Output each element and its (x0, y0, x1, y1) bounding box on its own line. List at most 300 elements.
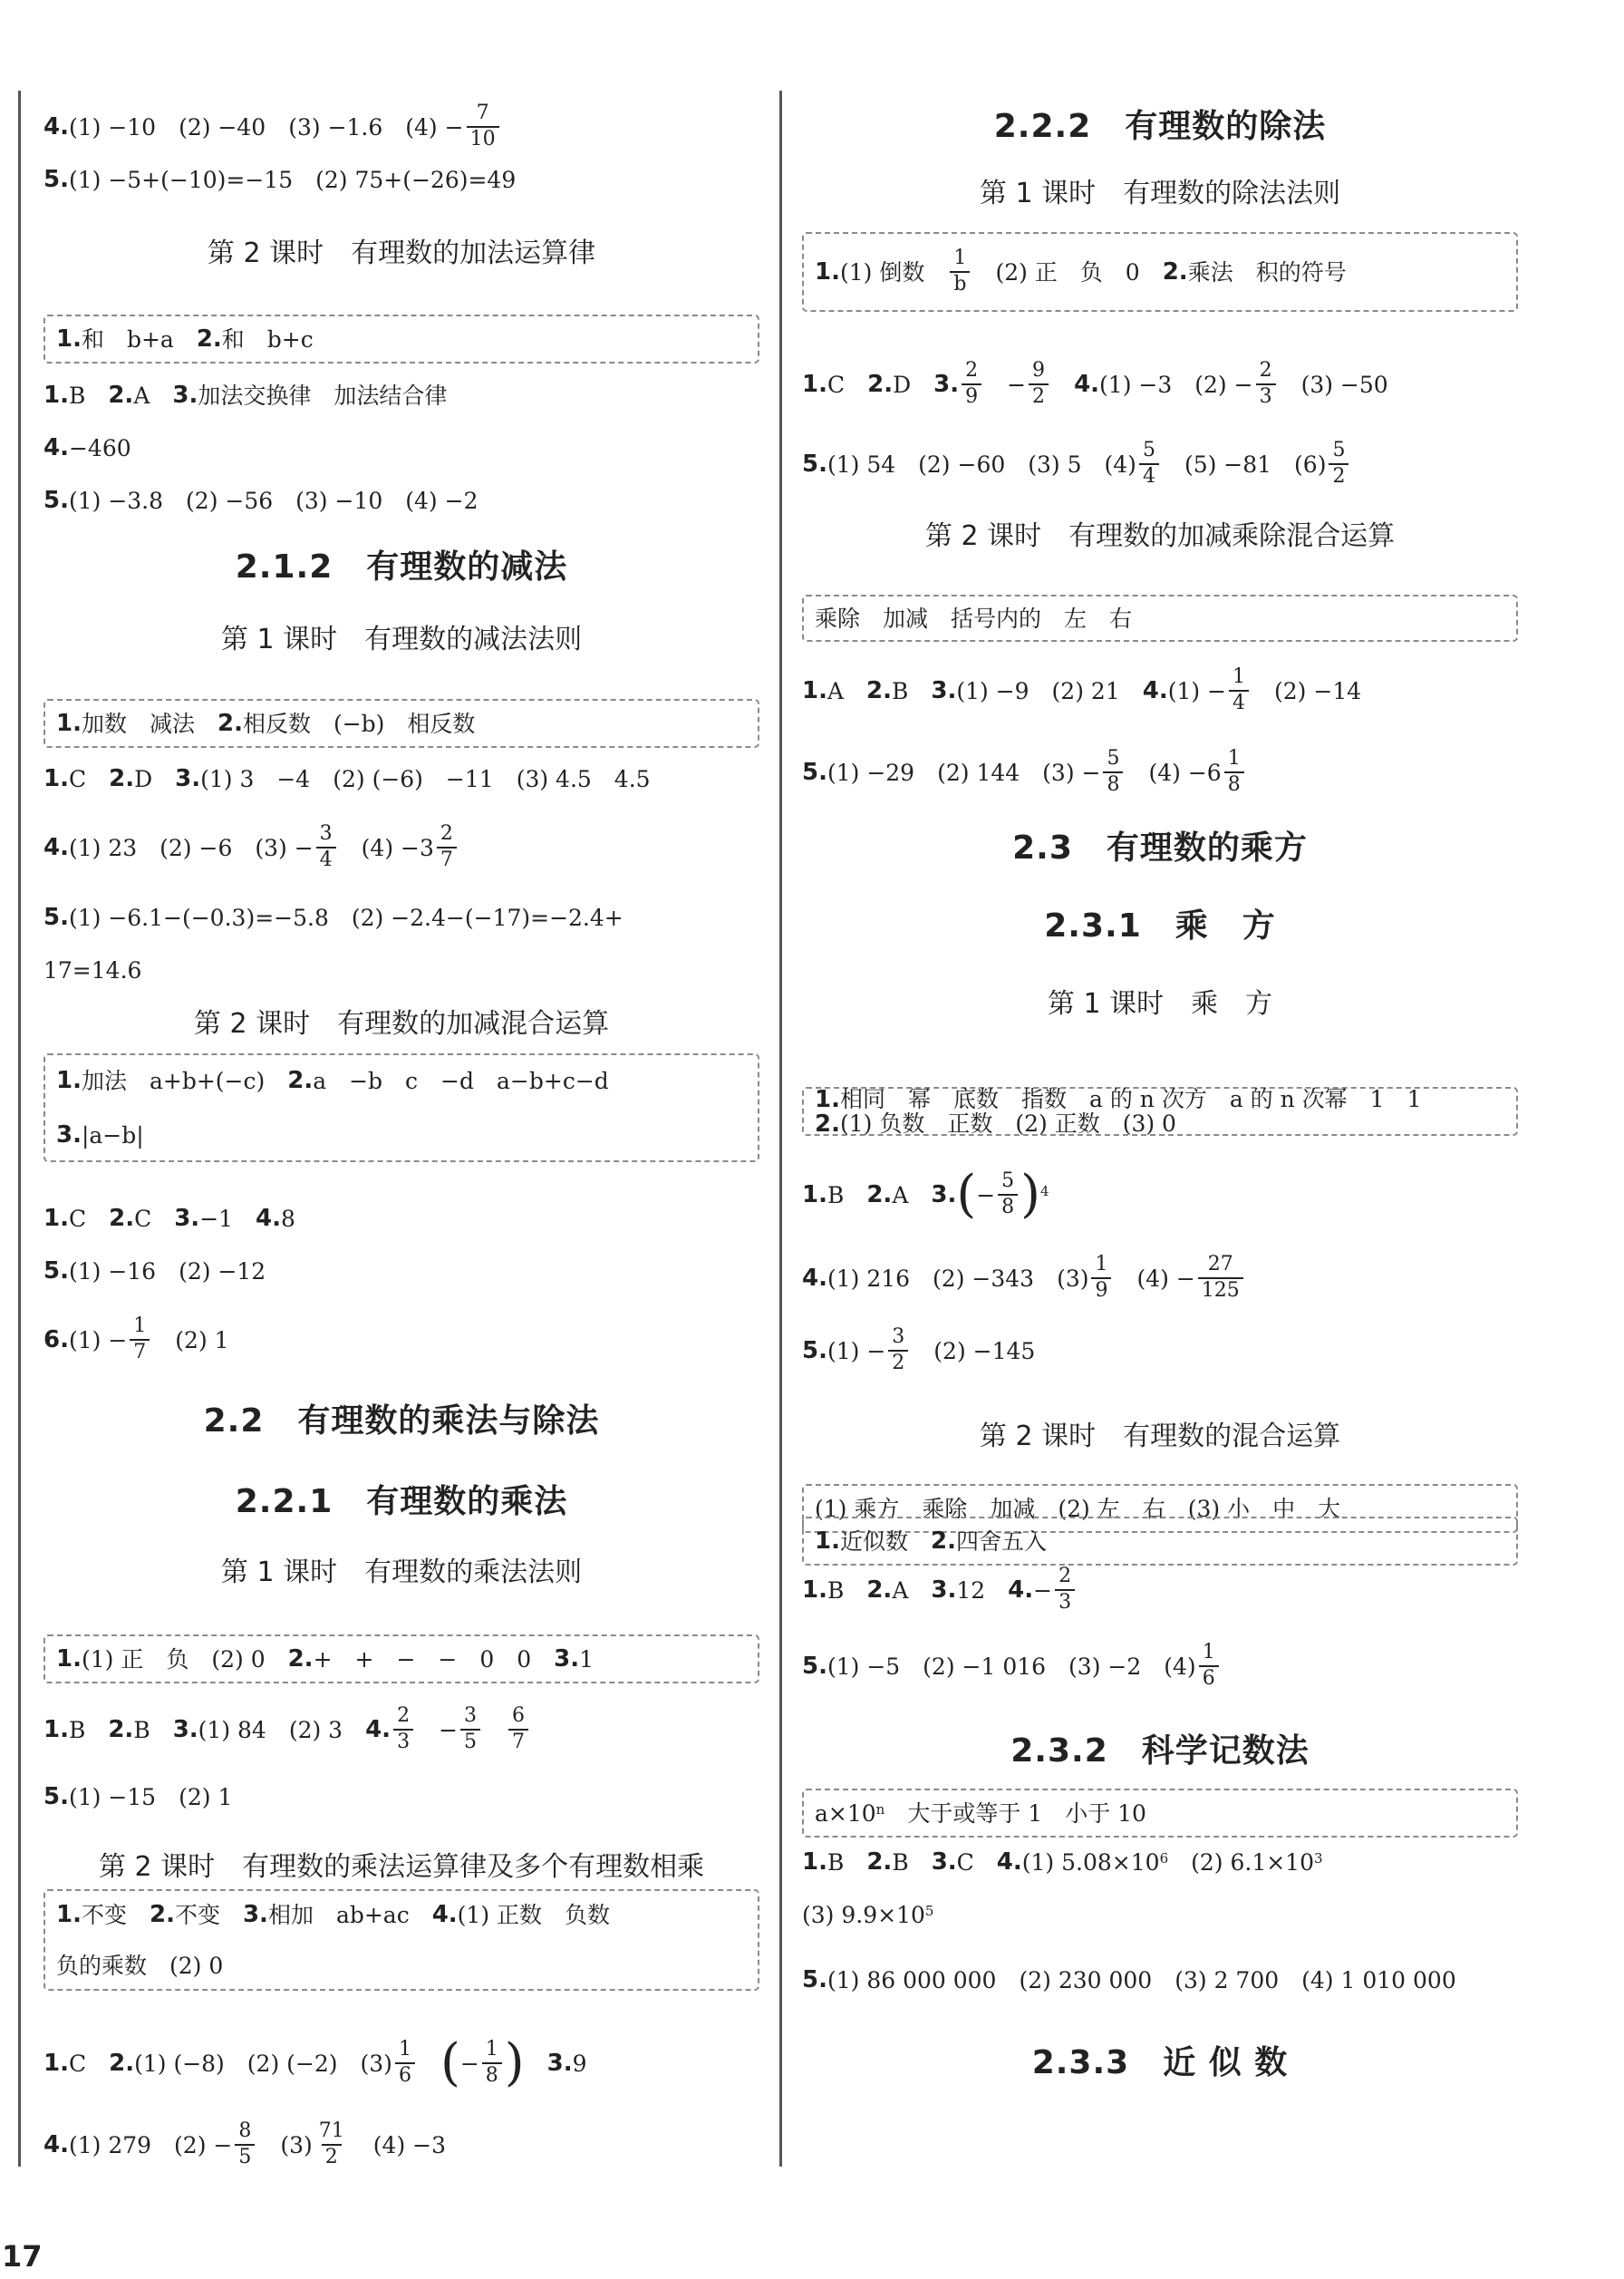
fraction-numerator: 1 (485, 2038, 498, 2061)
question-number: 2. (866, 1181, 893, 1208)
fraction (1256, 360, 1276, 408)
subheading-text: 第 1 课时 有理数的减法法则 (220, 624, 583, 655)
answer-text: (1) −5+(−10)=−15 (2) 75+(−26)=49 (68, 166, 517, 193)
answer-line (44, 742, 759, 815)
fraction-numerator: 8 (238, 2119, 252, 2143)
answer-line (802, 1630, 1518, 1702)
answer-text: 乘除 加减 括号内的 左 右 (815, 605, 1133, 632)
large-parenthesis: ( (440, 2033, 460, 2092)
question-number: 4. (431, 1901, 458, 1928)
question-number: 1. (802, 677, 827, 704)
fraction (437, 823, 457, 871)
fraction-denominator: 2 (1329, 463, 1348, 489)
heading-text: 2.2.2 有理数的除法 (993, 108, 1327, 145)
fraction-numerator: 5 (1001, 1169, 1015, 1193)
answer-text: − (976, 1181, 996, 1208)
answer-text: |a−b| (81, 1121, 144, 1149)
fraction (1091, 1254, 1111, 1302)
answer-text: − (984, 371, 1027, 398)
fraction-denominator: b (950, 271, 970, 296)
fraction-denominator: 3 (1055, 1589, 1075, 1615)
fraction (482, 2039, 502, 2087)
answer-text: 相反数 (−b) 相反数 (242, 710, 476, 737)
answer-text: (1) 乘方 乘除 加减 (2) 左 右 (3) 小 中 大 (815, 1495, 1341, 1522)
box-answer-line (56, 1623, 759, 1695)
answer-text: 和 b+c (221, 325, 314, 353)
section-heading (802, 91, 1518, 163)
answer-text: − (416, 1716, 459, 1743)
answer-text (418, 2052, 440, 2075)
question-number: 5. (802, 1653, 827, 1680)
fraction-numerator: 2 (1259, 359, 1272, 383)
question-number: 5. (802, 759, 827, 786)
answer-text: (1) 279 (2) − (68, 2131, 233, 2158)
question-number: 3. (931, 1576, 957, 1604)
question-number: 4. (1142, 677, 1168, 704)
section-heading (44, 1466, 759, 1538)
question-number: 5. (802, 1337, 827, 1364)
fraction-numerator: 1 (398, 2038, 411, 2061)
page-number: 17 (2, 2239, 43, 2274)
question-number: 3. (931, 1181, 957, 1208)
fraction (460, 1705, 480, 1753)
answer-text: 加数 减法 (81, 710, 218, 737)
fraction (998, 1170, 1018, 1218)
lesson-subheading (802, 1401, 1518, 1473)
fraction-denominator: 9 (1091, 1277, 1111, 1303)
answer-text: 乘法 积的符号 (1187, 258, 1347, 286)
question-number: 3. (546, 2050, 573, 2077)
answer-text: B (892, 1848, 932, 1876)
box-answer-line (815, 582, 1518, 655)
lesson-subheading (802, 500, 1518, 573)
answer-text: (2) −145 (911, 1337, 1036, 1364)
question-number: 1. (44, 765, 69, 792)
fraction-numerator: 1 (133, 1314, 147, 1338)
fraction-numerator: 2 (440, 822, 453, 846)
question-number: 2. (866, 1848, 893, 1876)
fraction-numerator: 1 (1202, 1641, 1215, 1664)
question-number: 3. (174, 1205, 200, 1232)
answer-text: (2) 正 负 0 (972, 258, 1163, 286)
fraction-numerator: 3 (464, 1704, 478, 1728)
heading-text: 2.3.3 近 似 数 (1031, 2044, 1289, 2081)
fraction-denominator: 6 (1199, 1665, 1219, 1691)
lesson-subheading (44, 604, 759, 676)
fraction-denominator: 7 (130, 1339, 150, 1364)
answer-text: (1) − (1167, 677, 1227, 704)
answer-text: (1) − (68, 1326, 128, 1353)
answer-line (802, 736, 1518, 809)
fraction (1229, 666, 1249, 714)
fraction-denominator: 2 (322, 2144, 342, 2169)
answer-text: (1) −6.1−(−0.3)=−5.8 (2) −2.4−(−17)=−2.4+ (68, 904, 624, 931)
answer-line (802, 1878, 1518, 1951)
question-number: 2. (287, 1645, 314, 1673)
answer-text: (1) 23 (2) −6 (3) − (68, 834, 314, 861)
answer-text: (1) −29 (2) 144 (3) − (826, 759, 1101, 786)
answer-text: 1 (579, 1645, 594, 1673)
question-number: 3. (931, 1848, 957, 1876)
subheading-text: 第 2 课时 有理数的加减混合运算 (193, 1008, 610, 1040)
question-number: 2. (217, 710, 243, 737)
answer-text: (1) −3 (2) − (1099, 371, 1253, 398)
heading-text: 2.1.2 有理数的减法 (235, 548, 568, 586)
fraction-denominator: 8 (1224, 771, 1244, 797)
question-number: 1. (56, 1067, 82, 1094)
box-answer-line (815, 1085, 1518, 1160)
answer-text: a −b c −d a−b+c−d (313, 1067, 609, 1094)
exponent: 5 (924, 1902, 934, 1919)
question-number: 3. (56, 1121, 82, 1149)
question-number: 4. (1008, 1576, 1034, 1604)
answer-line (802, 348, 1518, 421)
question-number: 1. (44, 1205, 69, 1232)
answer-line (802, 1314, 1518, 1387)
answer-text: 四舍五入 (955, 1527, 1047, 1555)
fraction-numerator: 3 (892, 1325, 905, 1349)
answer-text: (1) 84 (2) 3 (198, 1716, 366, 1743)
answer-text: (4) − (1114, 1265, 1195, 1292)
fraction (395, 2039, 415, 2087)
fraction-denominator: 7 (437, 847, 457, 872)
answer-text: 8 (281, 1205, 295, 1232)
question-number: 5. (44, 1783, 69, 1810)
answer-text: (1) 负数 正数 (2) 正数 (3) 0 (839, 1110, 1176, 1137)
lesson-subheading (802, 158, 1518, 230)
fraction (1329, 440, 1348, 488)
fraction-denominator: 2 (888, 1350, 908, 1375)
left-margin-rule (18, 91, 21, 2167)
fraction-denominator: 8 (1103, 771, 1123, 797)
answer-text: (1) 正 负 (2) 0 (81, 1645, 288, 1673)
answer-text: D (134, 765, 176, 792)
answer-line (44, 1304, 759, 1376)
question-number: 2. (109, 2050, 135, 2077)
answer-text: 9 (572, 2050, 587, 2077)
answer-text: 加法 a+b+(−c) (81, 1067, 288, 1094)
subheading-text: 第 2 课时 有理数的加法运算律 (207, 238, 596, 269)
answer-text: −1 (199, 1205, 256, 1232)
answer-line (802, 655, 1518, 727)
fraction-denominator: 8 (482, 2062, 502, 2088)
answer-text: (1) 216 (2) −343 (3) (826, 1265, 1089, 1292)
answer-text: (3) −50 (1278, 371, 1388, 398)
answer-text: 不变 (174, 1901, 243, 1928)
fraction-numerator: 2 (1058, 1565, 1072, 1588)
fraction (1029, 360, 1049, 408)
fraction-numerator: 1 (1232, 665, 1246, 689)
question-number: 1. (815, 1527, 840, 1555)
large-parenthesis: ( (956, 1165, 977, 1224)
question-number: 2. (108, 1716, 134, 1743)
question-number: 4. (996, 1848, 1022, 1876)
heading-text: 2.2.1 有理数的乘法 (235, 1483, 568, 1520)
fraction-numerator: 1 (953, 247, 967, 270)
question-number: 2. (867, 371, 894, 398)
heading-text: 2.2 有理数的乘法与除法 (203, 1402, 600, 1440)
lesson-subheading (44, 1537, 759, 1609)
fraction-numerator: 2 (397, 1704, 411, 1728)
question-number: 2. (866, 1576, 893, 1604)
question-number: 4. (44, 834, 69, 861)
question-number: 4. (365, 1716, 392, 1743)
answer-text: (1) −3.8 (2) −56 (3) −10 (4) −2 (68, 487, 478, 514)
answer-text: (2) 1 (152, 1326, 229, 1353)
answer-text (483, 1719, 506, 1741)
question-number: 5. (44, 166, 69, 193)
question-number: 3. (172, 382, 198, 409)
large-parenthesis: ) (504, 2033, 525, 2092)
fraction-denominator: 3 (1256, 383, 1276, 409)
lesson-subheading (44, 218, 759, 290)
question-number: 2. (109, 1205, 135, 1232)
section-heading (802, 890, 1518, 963)
answer-line (44, 464, 759, 537)
answer-text: (1) 3 −4 (2) (−6) −11 (3) 4.5 4.5 (200, 765, 651, 792)
question-number: 2. (149, 1901, 175, 1928)
heading-text: 2.3.1 乘 方 (1044, 907, 1276, 945)
section-heading (802, 2027, 1518, 2100)
answer-text: + + − − 0 0 (313, 1645, 555, 1673)
question-number: 1. (56, 325, 82, 353)
answer-text: 负的乘数 (2) 0 (56, 1952, 224, 1979)
subheading-text: 第 1 课时 乘 方 (1047, 988, 1273, 1020)
answer-text: D (893, 371, 934, 398)
fraction-numerator: 1 (1227, 747, 1241, 771)
answer-text: 不变 (81, 1901, 150, 1928)
subheading-text: 第 2 课时 有理数的乘法运算律及多个有理数相乘 (98, 1851, 705, 1883)
answer-text: B (826, 1848, 867, 1876)
question-number: 3. (931, 677, 957, 704)
answer-text: (1) −5 (2) −1 016 (3) −2 (4) (826, 1653, 1196, 1680)
answer-text: (1) − (826, 1337, 886, 1364)
question-number: 4. (802, 1265, 827, 1292)
fraction-denominator: 5 (460, 1729, 480, 1754)
fraction-denominator: 4 (316, 847, 336, 872)
question-number: 1. (56, 1901, 82, 1928)
box-answer-line (56, 1099, 759, 1171)
answer-text: (1) −15 (2) 1 (68, 1783, 233, 1810)
question-number: 5. (44, 1257, 69, 1285)
answer-text: A (892, 1181, 932, 1208)
question-number: 6. (44, 1326, 69, 1353)
heading-text: 2.3.2 科学记数法 (1010, 1732, 1310, 1770)
fraction-numerator: 2 (965, 359, 979, 383)
column-divider (779, 91, 782, 2167)
answer-text: (2) −14 (1252, 677, 1362, 704)
fraction (962, 360, 981, 408)
question-number: 3. (172, 1716, 198, 1743)
fraction-numerator: 1 (1095, 1253, 1108, 1276)
answer-text: (1) 54 (2) −60 (3) 5 (4) (826, 451, 1136, 478)
answer-line (802, 1242, 1518, 1314)
box-answer-line (815, 236, 1518, 308)
question-number: 1. (56, 710, 82, 737)
fraction-numerator: 3 (319, 822, 333, 846)
fraction (1224, 748, 1244, 796)
answer-text: B (68, 1716, 109, 1743)
fraction (888, 1326, 908, 1374)
answer-line (44, 811, 759, 884)
answer-text: C (68, 765, 110, 792)
answer-text: (1) 86 000 000 (2) 230 000 (3) 2 700 (4) 1 010 000 (826, 1966, 1456, 1993)
section-heading (44, 1385, 759, 1458)
fraction (1103, 748, 1123, 796)
question-number: 2. (108, 382, 134, 409)
fraction (393, 1705, 413, 1753)
question-number: 2. (815, 1110, 840, 1138)
answer-text: (4) −6 (1126, 759, 1222, 786)
answer-text: (1) 倒数 (839, 258, 948, 286)
fraction-denominator: 125 (1198, 1277, 1243, 1303)
answer-text: a×10 (815, 1799, 876, 1827)
answer-text: B (826, 1181, 867, 1208)
question-number: 1. (44, 382, 69, 409)
answer-text: 近似数 (839, 1527, 931, 1555)
large-parenthesis: ) (1020, 1165, 1041, 1224)
question-number: 4. (44, 434, 69, 461)
fraction-numerator: 5 (1332, 439, 1346, 462)
answer-line (44, 2027, 759, 2100)
question-number: 2. (109, 765, 135, 792)
answer-text: C (826, 371, 868, 398)
answer-text: (4) −3 (338, 834, 434, 861)
box-answer-line (815, 1505, 1518, 1577)
answer-text: A (133, 382, 173, 409)
answer-text: (1) −9 (2) 21 (956, 677, 1143, 704)
answer-text (525, 2052, 547, 2075)
answer-text: C (134, 1205, 175, 1232)
fraction-denominator: 10 (467, 126, 499, 151)
answer-text: C (68, 2050, 110, 2077)
exponent: 4 (1040, 1182, 1049, 1199)
answer-line (44, 1235, 759, 1307)
fraction (316, 823, 336, 871)
question-number: 3. (242, 1901, 268, 1928)
subheading-text: 第 1 课时 有理数的乘法法则 (220, 1557, 583, 1588)
answer-line (44, 2109, 759, 2181)
answer-text: − (459, 2050, 479, 2077)
answer-text: 和 b+a (81, 325, 197, 353)
fraction-denominator: 4 (1139, 463, 1159, 489)
fraction-numerator: 9 (1032, 359, 1046, 383)
fraction-denominator: 8 (998, 1194, 1018, 1219)
question-number: 2. (1162, 258, 1188, 286)
answer-text: 加法交换律 加法结合律 (198, 382, 448, 409)
section-heading (802, 812, 1518, 885)
question-number: 1. (56, 1645, 82, 1673)
answer-line (802, 1159, 1518, 1231)
exponent: 3 (1314, 1849, 1323, 1867)
question-number: 5. (802, 451, 827, 478)
answer-text: B (892, 677, 932, 704)
question-number: 1. (802, 1181, 827, 1208)
fraction-denominator: 7 (508, 1729, 528, 1754)
lesson-subheading (802, 968, 1518, 1041)
fraction (1198, 1254, 1243, 1302)
question-number: 4. (256, 1205, 282, 1232)
answer-text: (1) (−8) (2) (−2) (3) (134, 2050, 392, 2077)
fraction-denominator: 3 (393, 1729, 413, 1754)
answer-text (1051, 373, 1074, 396)
subheading-text: 第 2 课时 有理数的加减乘除混合运算 (924, 520, 1396, 552)
fraction (508, 1705, 528, 1753)
answer-line (44, 1760, 759, 1833)
answer-text: 相加 ab+ac (267, 1901, 432, 1928)
question-number: 2. (930, 1527, 956, 1555)
fraction-numerator: 7 (476, 102, 489, 125)
answer-text: 12 (956, 1576, 1009, 1604)
exponent: n (875, 1800, 885, 1818)
question-number: 1. (802, 1848, 827, 1876)
fraction-numerator: 5 (1107, 747, 1120, 771)
question-number: 1. (815, 258, 840, 286)
answer-text: (1) 正数 负数 (457, 1901, 611, 1928)
answer-line (44, 1693, 759, 1766)
fraction (235, 2120, 255, 2168)
question-number: 4. (44, 2131, 69, 2158)
answer-text: − (1033, 1576, 1053, 1604)
fraction-denominator: 5 (235, 2144, 255, 2169)
fraction-numerator: 5 (1142, 439, 1155, 462)
subheading-text: 第 1 课时 有理数的除法法则 (979, 178, 1341, 209)
answer-text: C (68, 1205, 110, 1232)
question-number: 1. (44, 2050, 69, 2077)
answer-text: (1) −16 (2) −12 (68, 1257, 266, 1285)
answer-text: (5) −81 (6) (1161, 451, 1327, 478)
question-number: 5. (44, 487, 69, 514)
answer-text: (1) −10 (2) −40 (3) −1.6 (4) − (68, 113, 464, 141)
answer-line (802, 1944, 1518, 2016)
answer-text: (4) −3 (350, 2131, 446, 2158)
answer-text: 大于或等于 1 小于 10 (884, 1799, 1146, 1827)
answer-text: 17=14.6 (44, 956, 142, 984)
answer-line (802, 428, 1518, 500)
question-number: 3. (933, 371, 960, 398)
question-number: 3. (175, 765, 201, 792)
question-number: 1. (802, 371, 827, 398)
answer-text: −460 (68, 434, 131, 461)
answer-text: (3) 9.9×10 (802, 1901, 925, 1928)
fraction (1139, 440, 1159, 488)
fraction (315, 2120, 348, 2168)
fraction-denominator: 9 (962, 383, 981, 409)
question-number: 1. (802, 1576, 827, 1604)
question-number: 4. (44, 113, 69, 141)
fraction (130, 1315, 150, 1363)
answer-text: (2) 6.1×10 (1168, 1848, 1314, 1876)
question-number: 5. (44, 904, 69, 931)
answer-text: A (892, 1576, 932, 1604)
question-number: 5. (802, 1966, 827, 1993)
section-heading (44, 531, 759, 604)
fraction (1199, 1642, 1219, 1690)
question-number: 4. (1074, 371, 1100, 398)
answer-text: 相同 幂 底数 指数 a 的 n 次方 a 的 n 次幂 1 1 (839, 1086, 1422, 1112)
answer-text: B (826, 1576, 867, 1604)
answer-text: A (826, 677, 867, 704)
question-number: 1. (44, 1716, 69, 1743)
fraction-numerator: 27 (1207, 1253, 1233, 1276)
subheading-text: 第 2 课时 有理数的混合运算 (979, 1421, 1341, 1452)
question-number: 1. (815, 1085, 840, 1113)
fraction-denominator: 2 (1029, 383, 1049, 409)
question-number: 2. (196, 325, 222, 353)
exponent: 6 (1159, 1849, 1169, 1867)
question-number: 2. (866, 677, 892, 704)
answer-text: B (68, 382, 109, 409)
